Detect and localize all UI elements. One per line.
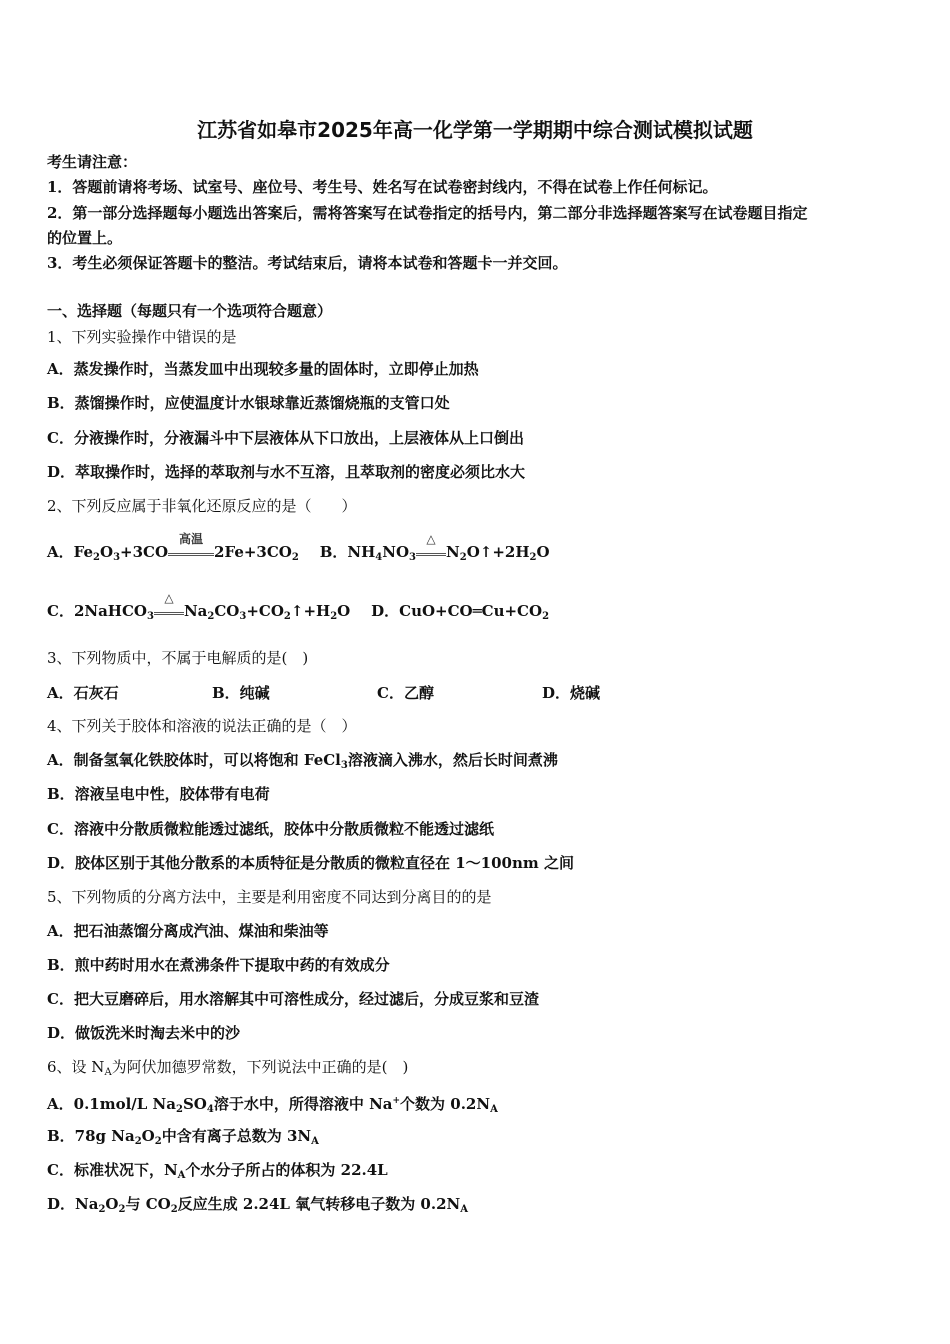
question-4-option-a: A．制备氢氧化铁胶体时，可以将饱和 FeCl$_3$溶液滴入沸水，然后长时间煮沸	[47, 751, 558, 771]
question-5-option-b: B．煎中药时用水在煮沸条件下提取中药的有效成分	[47, 956, 390, 974]
question-3-stem: 3、下列物质中，不属于电解质的是( )	[47, 649, 309, 667]
question-6-stem: 6、设 $N_A$为阿伏加德罗常数，下列说法中正确的是( )	[47, 1058, 409, 1078]
question-1-option-b: B．蒸馏操作时，应使温度计水银球靠近蒸馏烧瓶的支管口处	[47, 394, 450, 412]
notice-item-1: 1．答题前请将考场、试室号、座位号、考生号、姓名写在试卷密封线内，不得在试卷上作任何标记。	[47, 178, 718, 196]
question-6-option-c: C．标准状况下，$N_A$个水分子所占的体积为 22.4L	[47, 1161, 388, 1181]
reaction-arrow-heat: △	[154, 602, 184, 622]
question-1-stem: 1、下列实验操作中错误的是	[47, 328, 237, 346]
question-6-option-a: A．0.1mol/L $Na_2SO_4$溶于水中，所得溶液中 Na+个数为 $0.2N_A$	[47, 1095, 498, 1115]
question-2-stem: 2、下列反应属于非氧化还原反应的是（ ）	[47, 497, 357, 515]
page-title: 江苏省如皋市2025年高一化学第一学期期中综合测试模拟试题	[197, 118, 753, 142]
question-4-option-b: B．溶液呈电中性，胶体带有电荷	[47, 785, 270, 803]
question-5-stem: 5、下列物质的分离方法中，主要是利用密度不同达到分离目的的是	[47, 888, 492, 906]
reaction-arrow-heat: △	[416, 543, 446, 563]
question-4-option-c: C．溶液中分散质微粒能透过滤纸，胶体中分散质微粒不能透过滤纸	[47, 820, 494, 838]
notice-heading: 考生请注意：	[47, 153, 138, 171]
notice-item-3: 3．考生必须保证答题卡的整洁。考试结束后，请将本试卷和答题卡一并交回。	[47, 254, 568, 272]
question-3-option-c: C．乙醇	[377, 684, 434, 702]
question-4-stem: 4、下列关于胶体和溶液的说法正确的是（ ）	[47, 717, 357, 735]
question-5-option-d: D．做饭洗米时淘去米中的沙	[47, 1024, 241, 1042]
question-2-options-ab: A．$Fe_2O_3+3CO$ 高温 $2Fe+3CO_2$ B．$NH_4NO_3$ △ $N_2O↑+2H_2O$	[47, 532, 550, 563]
question-1-option-d: D．萃取操作时，选择的萃取剂与水不互溶，且萃取剂的密度必须比水大	[47, 463, 526, 481]
question-4-option-d: D．胶体区别于其他分散系的本质特征是分散质的微粒直径在 1～100nm 之间	[47, 854, 574, 872]
question-5-option-c: C．把大豆磨碎后，用水溶解其中可溶性成分，经过滤后，分成豆浆和豆渣	[47, 990, 539, 1008]
question-2-options-cd: C．2NaHCO$_3$ △ $Na_2CO_3+CO_2↑+H_2O$ D．$CuO+CO═Cu+CO_2$	[47, 591, 550, 622]
question-3-option-d: D．烧碱	[542, 684, 601, 702]
notice-item-2: 2．第一部分选择题每小题选出答案后，需将答案写在试卷指定的括号内，第二部分非选择题答案写在试卷题目指定	[47, 204, 808, 222]
question-1-option-c: C．分液操作时，分液漏斗中下层液体从下口放出，上层液体从上口倒出	[47, 429, 524, 447]
question-1-option-a: A．蒸发操作时，当蒸发皿中出现较多量的固体时，立即停止加热	[47, 360, 479, 378]
question-6-option-d: D．$Na_2O_2$与 $CO_2$反应生成 2.24L 氧气转移电子数为 $0.2N_A$	[47, 1195, 468, 1215]
reaction-arrow-high-temp: 高温	[168, 543, 214, 563]
question-3-option-a: A．石灰石	[47, 684, 119, 702]
question-3-option-b: B．纯碱	[212, 684, 270, 702]
question-6-option-b: B．78g $Na_2O_2$中含有离子总数为 $3N_A$	[47, 1127, 319, 1147]
notice-item-2-cont: 的位置上。	[47, 229, 123, 247]
section-heading: 一、选择题（每题只有一个选项符合题意）	[47, 302, 333, 320]
question-5-option-a: A．把石油蒸馏分离成汽油、煤油和柴油等	[47, 922, 329, 940]
